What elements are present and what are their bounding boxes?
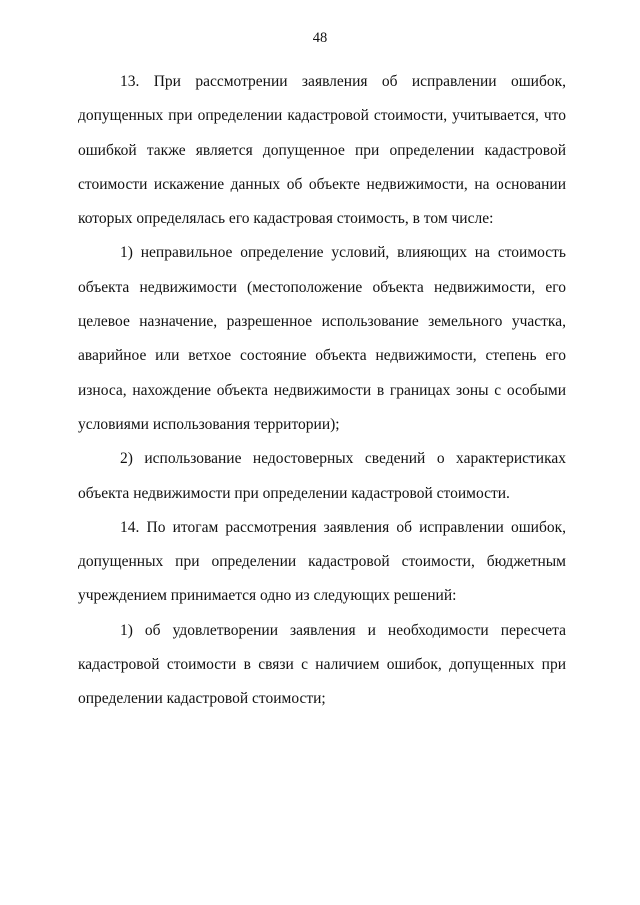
paragraph-13: 13. При рассмотрении заявления об исправлении ошибок, допущенных при определении кадастровой стоимости, учитывается, что ошибкой также является допущенное при определении кадастровой стоимости искажение данных об объекте недвижимости, на основании которых определялась его кадастровая стоимость, в том числе: bbox=[78, 73, 566, 228]
paragraph-14-item-1: 1) об удовлетворении заявления и необходимости пересчета кадастровой стоимости в связи с наличием ошибок, допущенных при определении кадастровой стоимости; bbox=[78, 621, 566, 708]
paragraph-14: 14. По итогам рассмотрения заявления об исправлении ошибок, допущенных при определении кадастровой стоимости, бюджетным учреждением принимается одно из следующих решений: bbox=[78, 518, 566, 605]
paragraph-13-item-1: 1) неправильное определение условий, влияющих на стоимость объекта недвижимости (местоположение объекта недвижимости, его целевое назначение, разрешенное использование земельного участка, аварийное или ветхое состояние объекта недвижимости, степень его износа, нахождение объекта недвижимости в границах зоны с особыми условиями использования территории); bbox=[78, 244, 566, 433]
document-body bbox=[78, 65, 566, 717]
paragraph-13-item-2: 2) использование недостоверных сведений о характеристиках объекта недвижимости при определении кадастровой стоимости. bbox=[78, 450, 566, 502]
page-number: 48 bbox=[312, 30, 328, 46]
